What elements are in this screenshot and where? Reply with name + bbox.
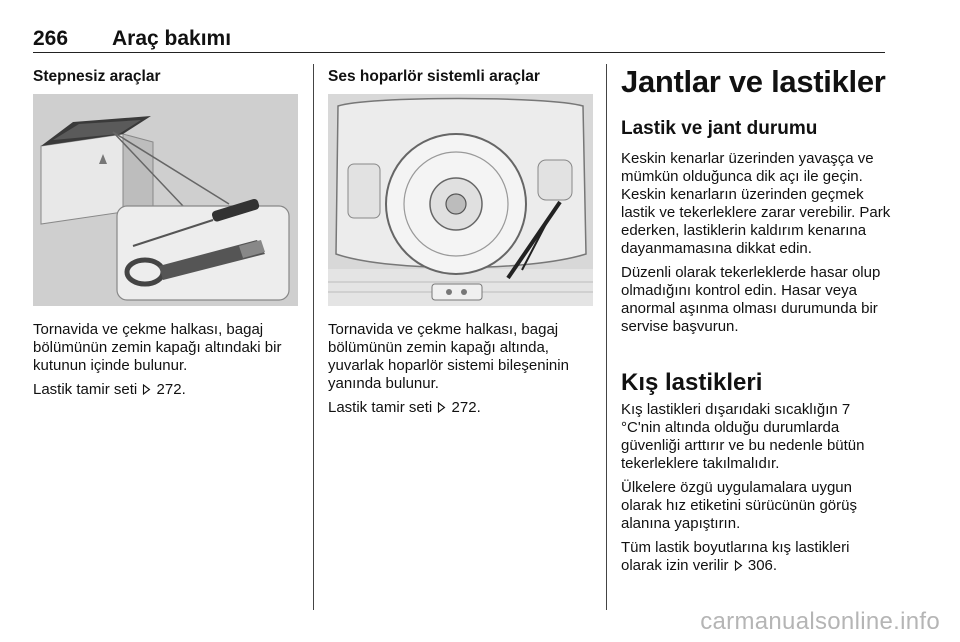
- speaker-compartment-illustration: [328, 94, 593, 306]
- chapter-title: Araç bakımı: [112, 27, 232, 50]
- reference-text: Lastik tamir seti: [328, 399, 433, 416]
- watermark: carmanualsonline.info: [700, 608, 940, 635]
- paragraph: Ülkelere özgü uygulamalara uygun olarak hız etiketini sürücünün görüş alanına yapıştırın.: [621, 479, 857, 532]
- paragraph: [328, 399, 598, 417]
- toolbox-illustration: [33, 94, 298, 306]
- page-reference[interactable]: 306.: [747, 557, 778, 574]
- reference-text: Lastik tamir seti: [33, 381, 138, 398]
- paragraph: [621, 539, 891, 575]
- arrow-icon: [436, 399, 447, 417]
- paragraph: Keskin kenarlar üzerinden yavaşça ve mümkün olduğunca dik açı ile geçin. Keskin kenarların üzerinden geçmek lastik ve tekerleklere zarar verebilir. Park ederken, lastiklerin kaldırım kenarına dayanmamasına dikkat edin.: [621, 150, 891, 257]
- section-heading: Stepnesiz araçlar: [33, 68, 161, 85]
- column-divider: [606, 64, 607, 610]
- page-number: 266: [33, 27, 69, 50]
- paragraph: Düzenli olarak tekerleklerde hasar olup olmadığını kontrol edin. Hasar veya anormal aşınma olması durumunda bir servise başvurun.: [621, 264, 881, 335]
- subsection-heading: Lastik ve jant durumu: [621, 118, 818, 139]
- reference-text: Tüm lastik boyutlarına kış lastikleri olarak izin verilir: [621, 539, 850, 574]
- paragraph: [33, 381, 303, 399]
- page-reference[interactable]: 272.: [156, 381, 186, 398]
- paragraph: Kış lastikleri dışarıdaki sıcaklığın 7 °C'nin altında olduğu durumlarda güvenliği arttırır ve bu nedenle bütün tekerleklere takılmalıdır.: [621, 401, 865, 472]
- column-divider: [313, 64, 314, 610]
- header-rule: [33, 52, 885, 53]
- paragraph: Tornavida ve çekme halkası, bagaj bölümünün zemin kapağı altındaki bir kutunun içinde bulunur.: [33, 321, 282, 374]
- arrow-icon: [141, 381, 152, 399]
- section-heading: Ses hoparlör sistemli araçlar: [328, 68, 540, 85]
- subsection-heading: Kış lastikleri: [621, 369, 763, 396]
- section-title: Jantlar ve lastikler: [621, 64, 886, 99]
- arrow-icon: [733, 557, 744, 575]
- paragraph: Tornavida ve çekme halkası, bagaj bölümünün zemin kapağı altında, yuvarlak hoparlör sistemi bileşeninin yanında bulunur.: [328, 321, 569, 392]
- page-reference[interactable]: 272.: [451, 399, 481, 416]
